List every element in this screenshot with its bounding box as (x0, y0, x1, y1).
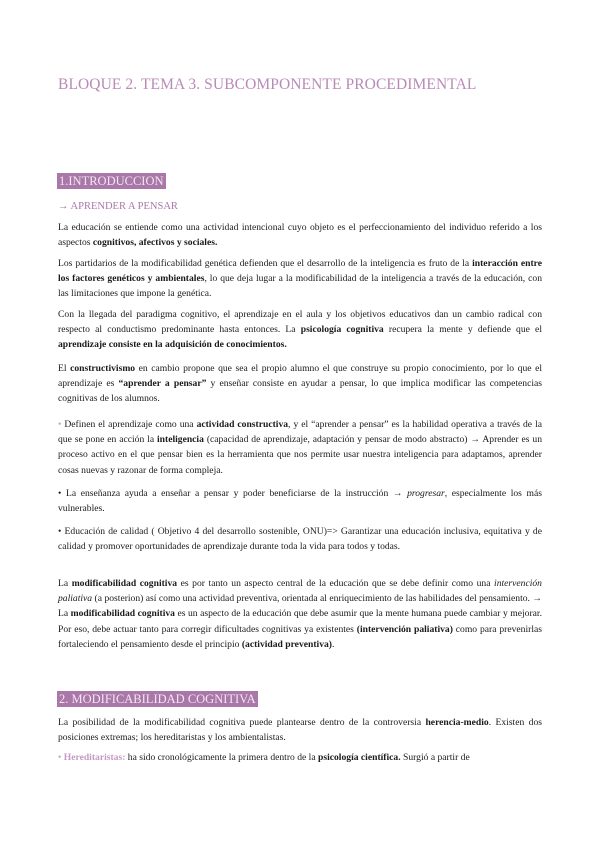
paragraph-modificabilidad-genetica (58, 256, 542, 302)
bold-text: herencia-medio (425, 717, 489, 728)
paragraph-constructivismo (58, 361, 542, 407)
paragraph-herencia-medio (58, 715, 542, 745)
text: es por tanto un aspecto central de la educación que se debe definir como una (177, 578, 495, 589)
text: . (332, 638, 335, 650)
bold-text: inteligencia (157, 434, 204, 446)
text: La enseñanza ayuda a enseñar a pensar y poder beneficiarse de la instrucción → (61, 488, 408, 499)
bold-text: aprendizaje consiste en la adquisición de conocimientos. (58, 339, 287, 351)
bullet-educacion-calidad (58, 524, 542, 554)
bold-text: (actividad preventiva) (241, 638, 332, 650)
paragraph-modificabilidad-cognitiva (58, 576, 542, 652)
text: , y el “aprender a pensar” es la habilidad operativa a través de la que se pone en acción la (58, 419, 542, 446)
bullet-icon: • (58, 419, 62, 430)
bold-text: “aprender a pensar” (118, 378, 207, 390)
text: El (58, 363, 71, 374)
text: Educación de calidad ( Objetivo 4 del desarrollo sostenible, ONU)=> Garantizar una educación inclusiva, equitativa y de calidad y promover oportunidades de aprendizaje durante toda la vida para todos y todas. (58, 526, 542, 553)
text: Definen el aprendizaje como una (61, 419, 197, 430)
bold-text: cognitivos, afectivos y sociales. (92, 237, 218, 249)
text: Surgió a partir de (400, 752, 470, 763)
text: en cambio propone que sea el propio alumno el que construye su propio conocimiento, por lo que el aprendizaje es (58, 363, 542, 390)
bold-text: constructivismo (70, 363, 136, 374)
section-heading-introduccion: 1.INTRODUCCION (59, 174, 164, 188)
bold-text: modificabilidad cognitiva (71, 578, 178, 589)
document-title: BLOQUE 2. TEMA 3. SUBCOMPONENTE PROCEDIMENTAL (58, 76, 477, 93)
paragraph-paradigma-cognitivo (58, 307, 542, 353)
text: recupera la mente y defiende que el (383, 324, 542, 336)
text: Los partidarios de la modificabilidad genética defienden que el desarrollo de la inteligencia es fruto de la (58, 258, 473, 269)
text: La posibilidad de la modificabilidad cognitiva puede plantearse dentro de la controversia (58, 717, 426, 728)
subheading-aprender-a-pensar: → APRENDER A PENSAR (58, 201, 178, 212)
bold-text: modificabilidad cognitiva (70, 608, 175, 620)
text: ha sido cronológicamente la primera dentro de la (125, 752, 319, 763)
text: como para prevenirlas fortaleciendo el pensamiento desde el principio (58, 623, 542, 650)
bullet-icon: • (58, 526, 62, 537)
text: es un aspecto de la educación que debe asumir que la mente humana puede cambiar y mejorar. Por eso, debe actuar tanto para corregir dificultades cognitivas ya existentes (58, 608, 542, 635)
text: (a posterion) así como una actividad preventiva, orientada al enriquecimiento de las habilidades del pensamiento. → La (58, 593, 542, 620)
bold-label: Hereditaristas: (61, 752, 126, 763)
bullet-icon: • (58, 488, 62, 499)
bullet-ensenanza (58, 486, 542, 516)
bold-text: actividad constructiva (196, 419, 289, 430)
bold-text: (intervención paliativa) (356, 623, 453, 635)
text: Con la llegada del paradigma cognitivo, el aprendizaje en el aula y los objetivos educativos dan un cambio radical con respecto al conductismo predominante hasta entonces. La (58, 309, 542, 336)
bullet-icon: • (58, 752, 62, 763)
bullet-actividad-constructiva (58, 417, 542, 478)
text: , especialmente los más vulnerables. (58, 488, 542, 515)
bold-text: psicología científica. (318, 752, 401, 763)
paragraph-educacion (58, 220, 542, 250)
bold-text: interacción entre los factores genéticos y ambientales (58, 258, 542, 285)
italic-text: progresar (407, 488, 445, 499)
text: La (58, 578, 72, 589)
bullet-hereditaristas (58, 750, 542, 765)
text: . Existen dos posiciones extremas; los hereditaristas y los ambientalistas. (58, 717, 542, 744)
text: (capacidad de aprendizaje, adaptación y pensar de modo abstracto) → Aprender es un proceso activo en el que pensar bien es la herramienta que nos permite usar nuestra inteligencia para adaptamos, aprender cosas nuevas y razonar de forma compleja. (58, 434, 542, 476)
text: La educación se entiende como una actividad intencional cuyo objeto es el perfeccionamiento del individuo referido a los aspectos (58, 222, 542, 249)
bold-text: psicología cognitiva (300, 324, 384, 336)
text: y enseñar consiste en ayudar a pensar, lo que implica modificar las competencias cognitivas de los alumnos. (58, 378, 542, 405)
italic-text: intervención paliativa (58, 578, 542, 605)
section-heading-modificabilidad: 2. MODIFICABILIDAD COGNITIVA (59, 692, 256, 706)
text: , lo que deja lugar a la modificabilidad de la inteligencia a través de la educación, con las limitaciones que impone la genética. (58, 273, 543, 300)
